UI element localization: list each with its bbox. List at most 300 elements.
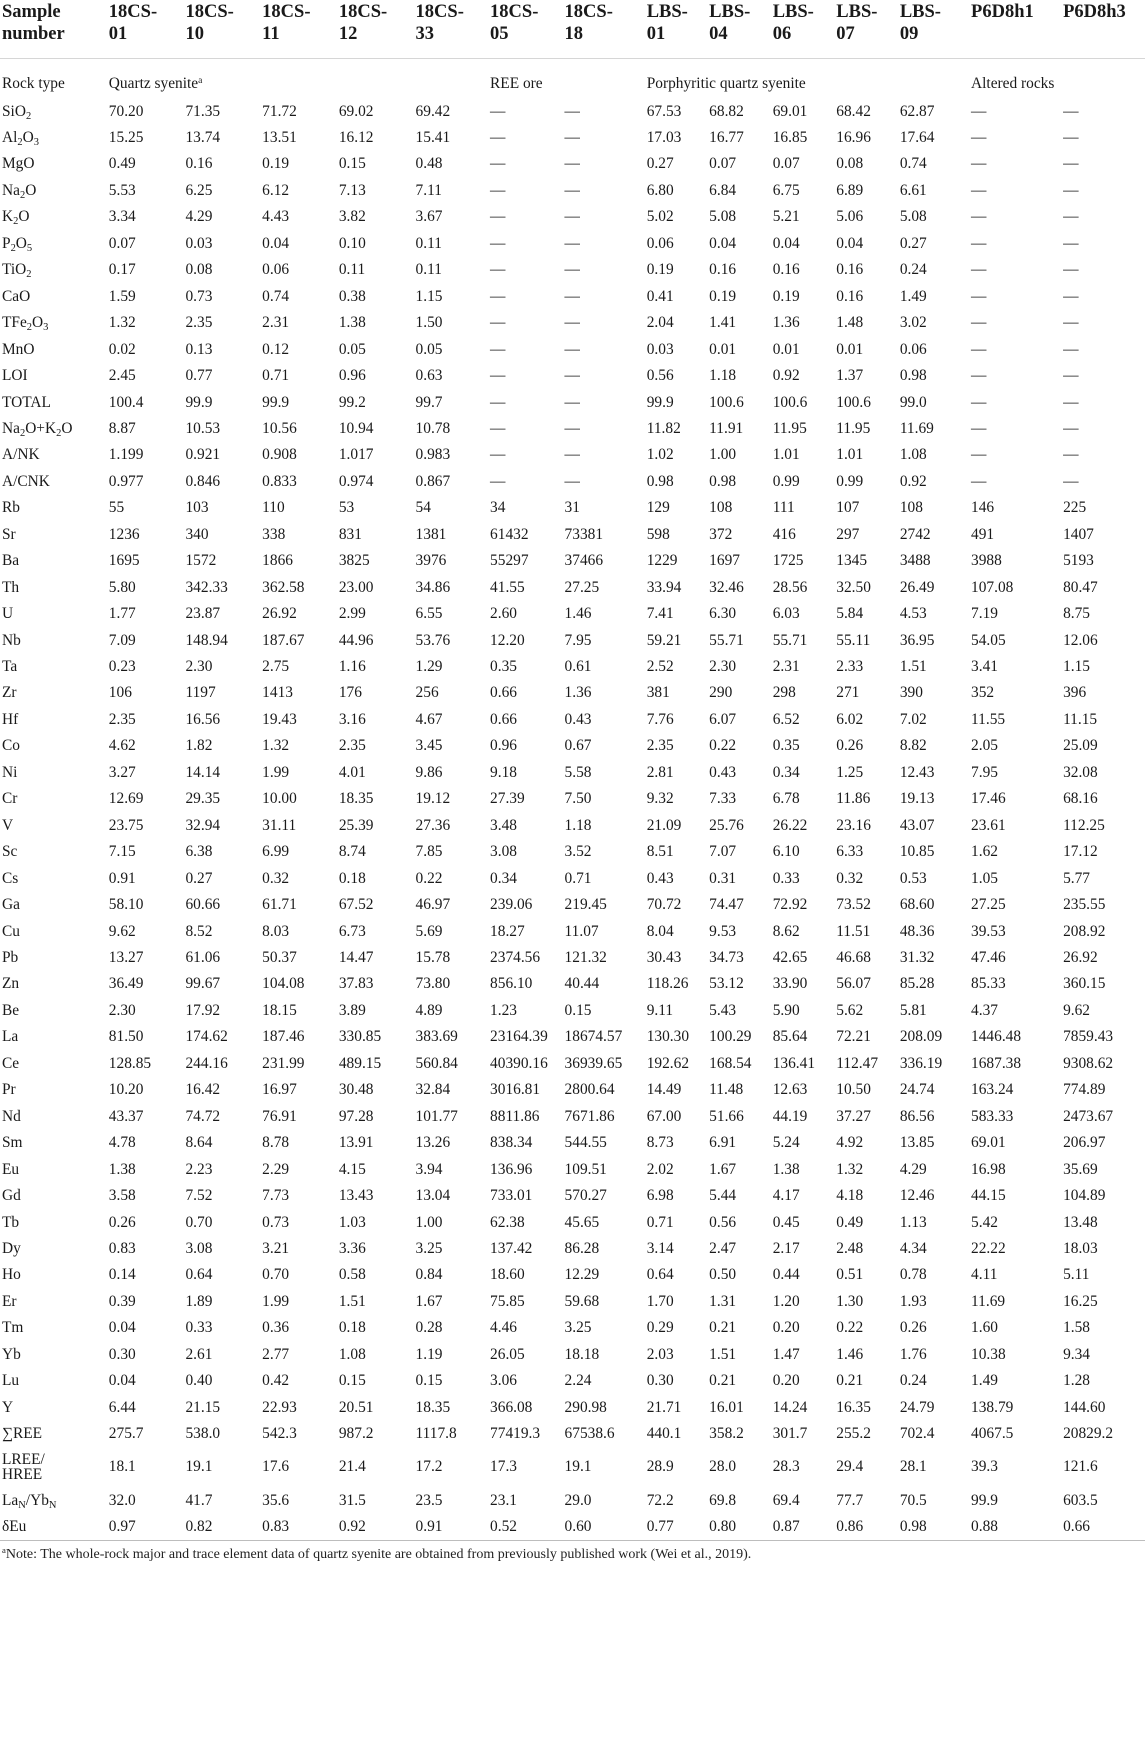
- table-cell: 21.71: [646, 1398, 682, 1416]
- table-cell: —: [1063, 287, 1079, 305]
- table-cell: 11.51: [836, 922, 871, 940]
- table-row: [0, 230, 1145, 256]
- row-label-part: Yb: [2, 1345, 21, 1363]
- table-cell: 53.76: [415, 631, 451, 649]
- table-cell: 108: [709, 499, 733, 517]
- table-cell: 1.199: [108, 446, 144, 464]
- table-cell: —: [971, 472, 987, 490]
- table-cell: 22.22: [971, 1240, 1006, 1257]
- table-cell: 0.21: [836, 1372, 864, 1390]
- table-cell: 48.36: [899, 922, 935, 940]
- table-cell: 44.15: [971, 1187, 1006, 1205]
- sample-header-10: [828, 0, 892, 58]
- table-cell: 366.08: [490, 1398, 533, 1416]
- table-cell: 43.07: [899, 816, 935, 834]
- table-cell: 24.79: [899, 1398, 935, 1416]
- table-cell: 0.97: [101, 1514, 178, 1540]
- row-label-part: Cr: [2, 790, 18, 808]
- table-cell: 4.17: [772, 1187, 800, 1205]
- table-cell: 7.11: [415, 181, 442, 199]
- table-cell: 0.14: [108, 1266, 136, 1284]
- table-cell: 0.50: [709, 1266, 737, 1284]
- table-cell: 3.58: [108, 1187, 136, 1205]
- table-cell: 28.1: [899, 1458, 927, 1476]
- table-row: [0, 786, 1145, 812]
- footnote-text: Note: The whole-rock major and trace element data of quartz syenite are obtained from previously published work (Wei et al., 2019).: [5, 1546, 752, 1562]
- table-cell: 69.8: [709, 1491, 737, 1509]
- row-label: [0, 442, 101, 468]
- table-cell: 68.16: [1063, 790, 1098, 808]
- table-cell: 69.02: [338, 102, 374, 120]
- table-cell: 85.28: [899, 975, 935, 993]
- table-cell: 2.47: [709, 1240, 737, 1257]
- table-cell: 0.91: [108, 869, 136, 887]
- table-cell: 0.22: [836, 1319, 864, 1337]
- row-label-part: Ho: [2, 1266, 21, 1284]
- table-cell: 2.77: [262, 1345, 290, 1363]
- table-cell: 0.84: [415, 1266, 443, 1284]
- table-cell: 0.16: [836, 287, 864, 305]
- sample-header-1: [177, 0, 254, 58]
- table-cell: 0.99: [836, 472, 864, 490]
- table-cell: 1695: [108, 552, 140, 570]
- table-cell: 1.41: [709, 314, 737, 332]
- row-label: [0, 1262, 101, 1288]
- table-cell: 85.33: [971, 975, 1006, 993]
- table-cell: 1.01: [772, 446, 800, 464]
- table-row: [0, 124, 1145, 150]
- table-cell: 11.69: [971, 1292, 1006, 1310]
- table-cell: 0.32: [262, 869, 290, 887]
- table-cell: 2.29: [262, 1160, 290, 1178]
- table-cell: 32.84: [415, 1081, 451, 1099]
- table-cell: 7.76: [646, 710, 674, 728]
- rock-type-quartz-syenite-text: Quartz syenite: [108, 74, 199, 92]
- row-label-part: Gd: [2, 1187, 21, 1205]
- table-cell: 0.21: [709, 1319, 737, 1337]
- table-cell: —: [490, 234, 506, 252]
- row-label-part: Rb: [2, 499, 20, 517]
- row-label-part: O: [61, 419, 73, 437]
- row-label: [0, 468, 101, 494]
- table-cell: 23.87: [185, 605, 221, 623]
- table-cell: 26.22: [772, 816, 808, 834]
- table-cell: —: [490, 314, 506, 332]
- row-label: [0, 204, 101, 230]
- table-cell: 26.92: [1063, 949, 1098, 967]
- table-cell: 16.42: [185, 1081, 221, 1099]
- table-cell: 6.99: [262, 843, 290, 861]
- table-cell: 271: [836, 684, 860, 702]
- table-cell: 10.00: [262, 790, 297, 808]
- table-cell: 18.60: [490, 1266, 525, 1284]
- table-cell: 2800.64: [564, 1081, 615, 1099]
- table-cell: 3.08: [185, 1240, 213, 1257]
- table-cell: 0.908: [262, 446, 297, 464]
- table-cell: 11.95: [836, 419, 871, 437]
- table-cell: 25.39: [338, 816, 374, 834]
- table-cell: 13.04: [415, 1187, 451, 1205]
- table-cell: 0.15: [415, 1372, 443, 1390]
- row-label-part: O+K: [25, 419, 57, 437]
- row-label: [0, 1130, 101, 1156]
- table-cell: 6.75: [772, 181, 800, 199]
- table-cell: 5.43: [709, 1001, 737, 1019]
- table-cell: 5.08: [709, 208, 737, 226]
- table-cell: 70.20: [108, 102, 144, 120]
- table-cell: 0.16: [772, 261, 800, 279]
- table-cell: 107.08: [971, 578, 1014, 596]
- table-cell: 0.983: [415, 446, 451, 464]
- table-cell: 2.02: [646, 1160, 674, 1178]
- table-row: [0, 1447, 1145, 1487]
- table-cell: 0.977: [108, 472, 144, 490]
- table-cell: 108: [899, 499, 923, 517]
- table-cell: 3.14: [646, 1240, 674, 1257]
- table-cell: 8.04: [646, 922, 674, 940]
- table-cell: 225: [1063, 499, 1087, 517]
- table-cell: 16.56: [185, 710, 221, 728]
- table-cell: 1.49: [899, 287, 927, 305]
- table-cell: 25.76: [709, 816, 744, 834]
- table-cell: 1.51: [899, 658, 927, 676]
- table-row: [0, 177, 1145, 203]
- table-cell: 67.52: [338, 896, 374, 914]
- table-cell: 0.23: [108, 658, 136, 676]
- table-cell: 36.95: [899, 631, 935, 649]
- table-cell: 10.78: [415, 419, 451, 437]
- table-cell: 0.51: [836, 1266, 864, 1284]
- sample-id-prefix: 18CS-: [262, 2, 311, 22]
- table-cell: 0.31: [709, 869, 737, 887]
- row-label: [0, 177, 101, 203]
- table-cell: —: [490, 208, 506, 226]
- table-cell: —: [1063, 393, 1079, 411]
- table-cell: 219.45: [564, 896, 607, 914]
- table-cell: 0.33: [185, 1319, 213, 1337]
- table-cell: 0.10: [338, 234, 366, 252]
- table-cell: 489.15: [338, 1054, 382, 1072]
- table-cell: 0.56: [646, 367, 674, 385]
- table-cell: —: [564, 155, 580, 173]
- table-cell: —: [971, 367, 987, 385]
- table-cell: 1.05: [971, 869, 998, 887]
- sample-id-prefix: P6D8h3: [1063, 2, 1126, 22]
- table-cell: 352: [971, 684, 995, 702]
- table-cell: 2.35: [185, 314, 213, 332]
- table-cell: 4.34: [899, 1240, 927, 1257]
- table-cell: 34: [490, 499, 506, 517]
- sample-number-header: [0, 0, 101, 58]
- table-cell: —: [490, 340, 506, 358]
- table-cell: 2.30: [185, 658, 213, 676]
- table-cell: —: [490, 472, 506, 490]
- row-label: [0, 574, 101, 600]
- table-cell: 1866: [262, 552, 293, 570]
- table-cell: 71.72: [262, 102, 297, 120]
- table-cell: 1.19: [415, 1345, 443, 1363]
- table-cell: 42.65: [772, 949, 808, 967]
- table-cell: 5.84: [836, 605, 864, 623]
- table-cell: 8.75: [1063, 605, 1090, 623]
- table-cell: —: [971, 314, 987, 332]
- table-cell: 17.3: [490, 1458, 517, 1476]
- table-cell: —: [564, 367, 580, 385]
- table-cell: 1.25: [836, 763, 864, 781]
- table-cell: 5193: [1063, 552, 1094, 570]
- table-cell: 99.9: [646, 393, 674, 411]
- table-cell: 14.49: [646, 1081, 682, 1099]
- row-label-part: O: [18, 208, 30, 226]
- row-label: [0, 706, 101, 732]
- table-row: [0, 1077, 1145, 1103]
- row-label: [0, 1209, 101, 1235]
- table-cell: 35.6: [262, 1491, 290, 1509]
- table-cell: 121.32: [564, 949, 607, 967]
- table-cell: 28.0: [709, 1458, 737, 1476]
- table-cell: 35.69: [1063, 1160, 1098, 1178]
- table-cell: 0.15: [338, 1372, 366, 1390]
- table-cell: 0.04: [836, 234, 864, 252]
- table-cell: 3825: [338, 552, 370, 570]
- table-cell: 0.53: [899, 869, 927, 887]
- table-row: [0, 442, 1145, 468]
- row-label-part: V: [2, 816, 14, 834]
- table-cell: —: [490, 367, 506, 385]
- table-cell: 72.2: [646, 1491, 674, 1509]
- table-cell: 0.04: [108, 1372, 136, 1390]
- table-cell: 0.39: [108, 1292, 136, 1310]
- table-cell: —: [1063, 446, 1079, 464]
- table-cell: 6.73: [338, 922, 366, 940]
- table-cell: 0.29: [646, 1319, 674, 1337]
- table-cell: 19.12: [415, 790, 451, 808]
- table-cell: 11.91: [709, 419, 744, 437]
- table-cell: 0.43: [564, 710, 592, 728]
- table-cell: —: [1063, 340, 1079, 358]
- row-label: [0, 230, 101, 256]
- table-cell: 381: [646, 684, 670, 702]
- table-cell: 55.11: [836, 631, 871, 649]
- table-cell: —: [971, 234, 987, 252]
- table-cell: 2.61: [185, 1345, 213, 1363]
- sample-id-suffix: 06: [772, 23, 792, 44]
- table-cell: 73381: [564, 525, 604, 543]
- table-cell: 2.33: [836, 658, 864, 676]
- row-label-part: Sm: [2, 1134, 23, 1152]
- table-cell: 6.55: [415, 605, 443, 623]
- table-cell: 0.867: [415, 472, 451, 490]
- table-cell: —: [564, 446, 580, 464]
- table-cell: 0.11: [338, 261, 366, 279]
- table-cell: 4.29: [185, 208, 213, 226]
- table-cell: 54: [415, 499, 431, 517]
- table-cell: 12.06: [1063, 631, 1098, 649]
- table-row: [0, 1024, 1145, 1050]
- row-label: [0, 1487, 101, 1513]
- table-cell: 0.41: [646, 287, 674, 305]
- table-cell: 290: [709, 684, 733, 702]
- table-row: [0, 1288, 1145, 1314]
- table-cell: 4.89: [415, 1001, 443, 1019]
- sample-header-line2: number: [2, 23, 65, 44]
- table-cell: 1.38: [108, 1160, 136, 1178]
- table-cell: 1697: [709, 552, 740, 570]
- table-cell: 5.69: [415, 922, 443, 940]
- table-row: [0, 521, 1145, 547]
- table-cell: —: [490, 393, 506, 411]
- table-cell: 23.5: [415, 1491, 443, 1509]
- row-label-part: δEu: [2, 1517, 27, 1535]
- table-cell: 1.15: [415, 287, 443, 305]
- table-cell: 36.49: [108, 975, 144, 993]
- table-cell: —: [490, 181, 506, 199]
- table-cell: 0.26: [108, 1213, 136, 1231]
- rock-type-altered: Altered rocks: [971, 74, 1055, 92]
- table-cell: 54.05: [971, 631, 1006, 649]
- table-cell: 138.79: [971, 1398, 1014, 1416]
- row-label: [0, 839, 101, 865]
- table-cell: —: [490, 155, 506, 173]
- row-label: [0, 733, 101, 759]
- table-cell: 987.2: [338, 1425, 374, 1443]
- table-cell: 5.11: [1063, 1266, 1090, 1284]
- table-cell: 4.29: [899, 1160, 927, 1178]
- table-cell: 8.73: [646, 1134, 674, 1152]
- row-label-part: Ni: [2, 763, 18, 781]
- table-cell: 1.99: [262, 763, 290, 781]
- sample-header-line1: Sample: [2, 2, 61, 22]
- table-cell: 32.0: [108, 1491, 136, 1509]
- table-cell: 0.18: [338, 1319, 366, 1337]
- table-cell: 100.4: [108, 393, 144, 411]
- table-row: [0, 468, 1145, 494]
- table-cell: 3.89: [338, 1001, 366, 1019]
- table-cell: 136.96: [490, 1160, 533, 1178]
- table-row: [0, 812, 1145, 838]
- table-cell: 0.05: [338, 340, 366, 358]
- table-cell: 192.62: [646, 1054, 690, 1072]
- sample-id-prefix: 18CS-: [108, 2, 158, 22]
- table-row: [0, 759, 1145, 785]
- table-cell: 17.6: [262, 1458, 290, 1476]
- table-cell: 1.32: [262, 737, 290, 755]
- row-label: [0, 1156, 101, 1182]
- table-cell: 8811.86: [490, 1107, 540, 1125]
- table-cell: 99.9: [971, 1491, 998, 1509]
- table-cell: 0.45: [772, 1213, 800, 1231]
- table-cell: 0.19: [262, 155, 290, 173]
- table-cell: 1.28: [1063, 1372, 1090, 1390]
- row-label-part: Er: [2, 1292, 17, 1310]
- table-cell: 67538.6: [564, 1425, 615, 1443]
- table-cell: 53: [338, 499, 355, 517]
- table-cell: 10.50: [836, 1081, 871, 1099]
- sample-id-suffix: 09: [899, 23, 919, 44]
- table-cell: —: [1063, 367, 1079, 385]
- table-cell: 3.02: [899, 314, 927, 332]
- row-label: [0, 654, 101, 680]
- table-cell: 75.85: [490, 1292, 525, 1310]
- table-cell: 14.24: [772, 1398, 808, 1416]
- table-cell: 5.58: [564, 763, 592, 781]
- sample-id-prefix: LBS-: [772, 2, 814, 22]
- table-cell: 53.12: [709, 975, 744, 993]
- table-row: [0, 839, 1145, 865]
- table-cell: 6.98: [646, 1187, 674, 1205]
- row-label-line2: HREE: [2, 1466, 43, 1484]
- table-cell: 104.89: [1063, 1187, 1106, 1205]
- table-cell: 2.45: [108, 367, 136, 385]
- table-cell: —: [971, 419, 987, 437]
- table-cell: 0.11: [415, 234, 442, 252]
- row-label-part: Tb: [2, 1213, 20, 1231]
- table-cell: 10.38: [971, 1345, 1006, 1363]
- table-cell: 8.52: [185, 922, 213, 940]
- table-cell: 67.00: [646, 1107, 682, 1125]
- row-label: [0, 310, 101, 336]
- row-label: [0, 892, 101, 918]
- table-cell: 11.82: [646, 419, 681, 437]
- table-cell: 6.30: [709, 605, 737, 623]
- table-cell: —: [971, 208, 987, 226]
- table-cell: 0.43: [709, 763, 737, 781]
- table-cell: 275.7: [108, 1425, 144, 1443]
- table-cell: 15.25: [108, 128, 144, 146]
- row-label: [0, 1024, 101, 1050]
- table-cell: 0.83: [108, 1240, 136, 1257]
- table-row: [0, 1209, 1145, 1235]
- table-cell: 112.47: [836, 1054, 879, 1072]
- table-cell: 0.06: [262, 261, 290, 279]
- rock-type-quartz-syenite: [101, 58, 482, 98]
- table-cell: 0.26: [836, 737, 864, 755]
- table-cell: 3976: [415, 552, 447, 570]
- table-cell: —: [1063, 181, 1079, 199]
- table-cell: 46.97: [415, 896, 451, 914]
- table-cell: 2374.56: [490, 949, 541, 967]
- table-cell: 0.87: [765, 1514, 829, 1540]
- table-cell: 7.50: [564, 790, 592, 808]
- table-cell: 69.42: [415, 102, 451, 120]
- row-label-part: 2: [56, 428, 62, 440]
- table-row: [0, 1315, 1145, 1341]
- sample-id-suffix: 10: [185, 23, 204, 44]
- table-cell: 11.48: [709, 1081, 744, 1099]
- table-cell: 1.58: [1063, 1319, 1090, 1337]
- table-cell: 1.29: [415, 658, 443, 676]
- row-label-part: Zr: [2, 684, 17, 702]
- table-cell: 68.42: [836, 102, 871, 120]
- table-cell: 1.70: [646, 1292, 674, 1310]
- table-cell: 0.96: [490, 737, 517, 755]
- row-label-part: 3: [43, 322, 49, 334]
- table-cell: 168.54: [709, 1054, 752, 1072]
- table-cell: 0.06: [899, 340, 927, 358]
- table-cell: 538.0: [185, 1425, 221, 1443]
- row-label-part: LOI: [2, 367, 28, 385]
- sample-id-prefix: LBS-: [709, 2, 751, 22]
- table-row: [0, 1341, 1145, 1367]
- table-cell: 0.34: [772, 763, 800, 781]
- table-cell: —: [564, 208, 580, 226]
- table-cell: 31.32: [899, 949, 935, 967]
- table-cell: 2.03: [646, 1345, 674, 1363]
- row-label: [0, 601, 101, 627]
- table-cell: 0.24: [899, 261, 927, 279]
- table-cell: 12.46: [899, 1187, 935, 1205]
- table-cell: 838.34: [490, 1134, 533, 1152]
